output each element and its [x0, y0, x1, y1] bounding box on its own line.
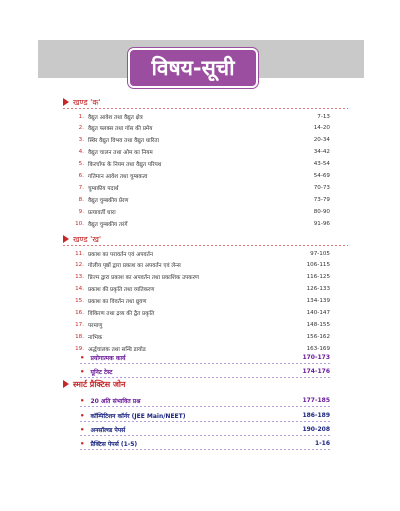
- page-range: 170-173: [302, 354, 330, 361]
- chapter-number: 4.: [78, 149, 84, 156]
- section-a-label: खण्ड 'क': [73, 97, 101, 107]
- chapter-number: 1.: [78, 113, 84, 120]
- arrow-icon: [63, 235, 69, 243]
- page-range: 134-139: [306, 298, 330, 305]
- chapter-title: चुम्बकीय पदार्थ: [88, 185, 119, 192]
- chapter-number: 10.: [75, 220, 84, 227]
- chapter-title: परमाणु: [88, 322, 103, 329]
- chapter-title: प्रकाश की प्रकृति तथा व्यतिकरण: [88, 287, 155, 294]
- divider: [80, 363, 330, 364]
- toc-extra-item[interactable]: [80, 366, 330, 377]
- section-b-label: खण्ड 'ख': [73, 234, 102, 244]
- page-range: 106-115: [306, 262, 330, 269]
- page-range: 116-125: [306, 274, 330, 281]
- chapter-number: 5.: [78, 161, 84, 168]
- arrow-icon: [63, 380, 69, 388]
- smart-zone-label: स्मार्ट प्रैक्टिस जोन: [73, 379, 126, 389]
- item-title: 20 अति संभावित प्रश्न: [90, 397, 141, 405]
- chapter-title: प्रकाश का परावर्तन एवं अपवर्तन: [88, 251, 153, 258]
- toc-row[interactable]: [75, 331, 330, 342]
- chapter-number: 9.: [78, 208, 84, 215]
- page-range: 97-105: [310, 250, 330, 257]
- page-range: 14-20: [313, 125, 330, 132]
- toc-row[interactable]: [75, 248, 330, 259]
- chapter-number: 12.: [75, 262, 84, 269]
- divider: [63, 108, 348, 109]
- divider: [80, 435, 330, 436]
- page-range: 156-162: [306, 333, 330, 340]
- page-range: 80-90: [313, 208, 330, 215]
- chapter-number: 13.: [75, 274, 84, 281]
- toc-extra-item[interactable]: [80, 395, 330, 406]
- toc-row[interactable]: [75, 171, 330, 182]
- chapter-title: नाभिक: [88, 334, 103, 341]
- page-range: 70-73: [313, 184, 330, 191]
- toc-row[interactable]: [75, 284, 330, 295]
- page-range: 140-147: [306, 310, 330, 316]
- page-range: 43-54: [313, 161, 330, 168]
- arrow-icon: [63, 98, 69, 106]
- toc-extra-item[interactable]: [80, 438, 330, 449]
- page-range: 163-169: [306, 345, 330, 352]
- divider: [80, 449, 330, 450]
- section-b-heading: [63, 233, 101, 245]
- divider: [63, 245, 348, 246]
- toc-row[interactable]: [75, 260, 330, 271]
- smart-zone-heading: [63, 378, 125, 390]
- divider: [80, 406, 330, 407]
- chapter-number: 3.: [78, 137, 84, 144]
- chapter-number: 19.: [75, 345, 84, 352]
- divider: [80, 421, 330, 422]
- toc-row[interactable]: [75, 296, 330, 307]
- page-range: 177-185: [302, 397, 330, 404]
- chapter-title: विकिरण तथा द्रव्य की द्वैत प्रकृति: [88, 311, 155, 317]
- toc-row[interactable]: [75, 319, 330, 330]
- chapter-title: वैद्युत चुम्बकीय तरंगें: [88, 221, 128, 228]
- chapter-number: 8.: [78, 196, 84, 203]
- bullet-icon: •: [80, 396, 85, 405]
- chapter-number: 14.: [75, 286, 84, 293]
- page-range: 54-69: [313, 173, 330, 179]
- page-range: 186-189: [302, 412, 330, 419]
- chapter-title: किरचॉफ के नियम तथा वैद्युत परिपथ: [88, 162, 162, 169]
- chapter-title: अर्द्धचालक तथा सन्धि डायोड: [88, 346, 146, 353]
- toc-row[interactable]: [75, 159, 330, 170]
- page-range: 73-79: [313, 196, 330, 203]
- chapter-number: 6.: [78, 173, 84, 179]
- chapter-number: 7.: [78, 184, 84, 191]
- chapter-title: प्रिज्म द्वारा प्रकाश का अपवर्तन तथा प्रकाशिक उपकरण: [88, 275, 199, 282]
- toc-row[interactable]: [75, 194, 330, 205]
- chapter-number: 2.: [78, 125, 84, 132]
- item-title: कॉम्पिटिशन कॉर्नर (JEE Main/NEET): [90, 412, 186, 420]
- chapter-title: वैद्युत आवेश तथा वैद्युत क्षेत्र: [88, 114, 143, 121]
- toc-extra-item[interactable]: [80, 410, 330, 421]
- toc-row[interactable]: [75, 147, 330, 158]
- item-title: प्रैक्टिस पेपर्स (1-5): [90, 440, 138, 448]
- item-title: प्रयोगात्मक कार्य: [90, 354, 126, 362]
- item-title: अनसॉल्व्ड पेपर्स: [90, 426, 126, 434]
- chapter-number: 11.: [75, 250, 84, 257]
- toc-row[interactable]: [75, 206, 330, 217]
- chapter-title: वैद्युत चालन तथा ओम का नियम: [88, 150, 153, 157]
- chapter-number: 16.: [75, 310, 84, 316]
- chapter-title: वैद्युत चुम्बकीय प्रेरण: [88, 197, 129, 204]
- chapter-number: 18.: [75, 333, 84, 340]
- chapter-title: वैद्युत फ्लक्स तथा गॉस की प्रमेय: [88, 126, 153, 133]
- bullet-icon: •: [80, 367, 85, 376]
- page-range: 126-133: [306, 286, 330, 293]
- toc-extra-item[interactable]: [80, 352, 330, 363]
- page-range: 190-208: [302, 426, 330, 433]
- bullet-icon: •: [80, 411, 85, 420]
- toc-row[interactable]: [75, 272, 330, 283]
- page-range: 34-42: [313, 149, 330, 156]
- page-range: 148-155: [306, 321, 330, 328]
- chapter-title: गोलीय पृष्ठों द्वारा प्रकाश का अपवर्तन एवं लेन्स: [88, 263, 181, 270]
- item-title: यूनिट टेस्ट: [90, 368, 113, 376]
- chapter-number: 17.: [75, 321, 84, 328]
- page-range: 91-96: [313, 220, 330, 227]
- toc-row[interactable]: [75, 218, 330, 229]
- page-range: 174-176: [302, 368, 330, 375]
- chapter-title: प्रत्यावर्ती धारा: [88, 209, 116, 216]
- chapter-number: 15.: [75, 298, 84, 305]
- page-range: 1-16: [314, 440, 330, 447]
- bullet-icon: •: [80, 439, 85, 448]
- chapter-title: प्रकाश का विवर्तन तथा ध्रुवण: [88, 299, 147, 306]
- chapter-title: स्थिर वैद्युत विभव तथा वैद्युत धारिता: [88, 138, 159, 145]
- toc-row[interactable]: [75, 308, 330, 319]
- page-range: 7-13: [317, 113, 330, 120]
- toc-extra-item[interactable]: [80, 424, 330, 435]
- toc-row[interactable]: [75, 135, 330, 146]
- toc-row[interactable]: [75, 182, 330, 193]
- page-title: विषय-सूची: [128, 48, 258, 88]
- section-a-heading: [63, 96, 101, 108]
- bullet-icon: •: [80, 353, 85, 362]
- toc-row[interactable]: [75, 111, 330, 122]
- chapter-title: गतिमान आवेश तथा चुम्बकत्व: [88, 174, 148, 180]
- toc-row[interactable]: [75, 123, 330, 134]
- page-range: 20-34: [313, 137, 330, 144]
- bullet-icon: •: [80, 425, 85, 434]
